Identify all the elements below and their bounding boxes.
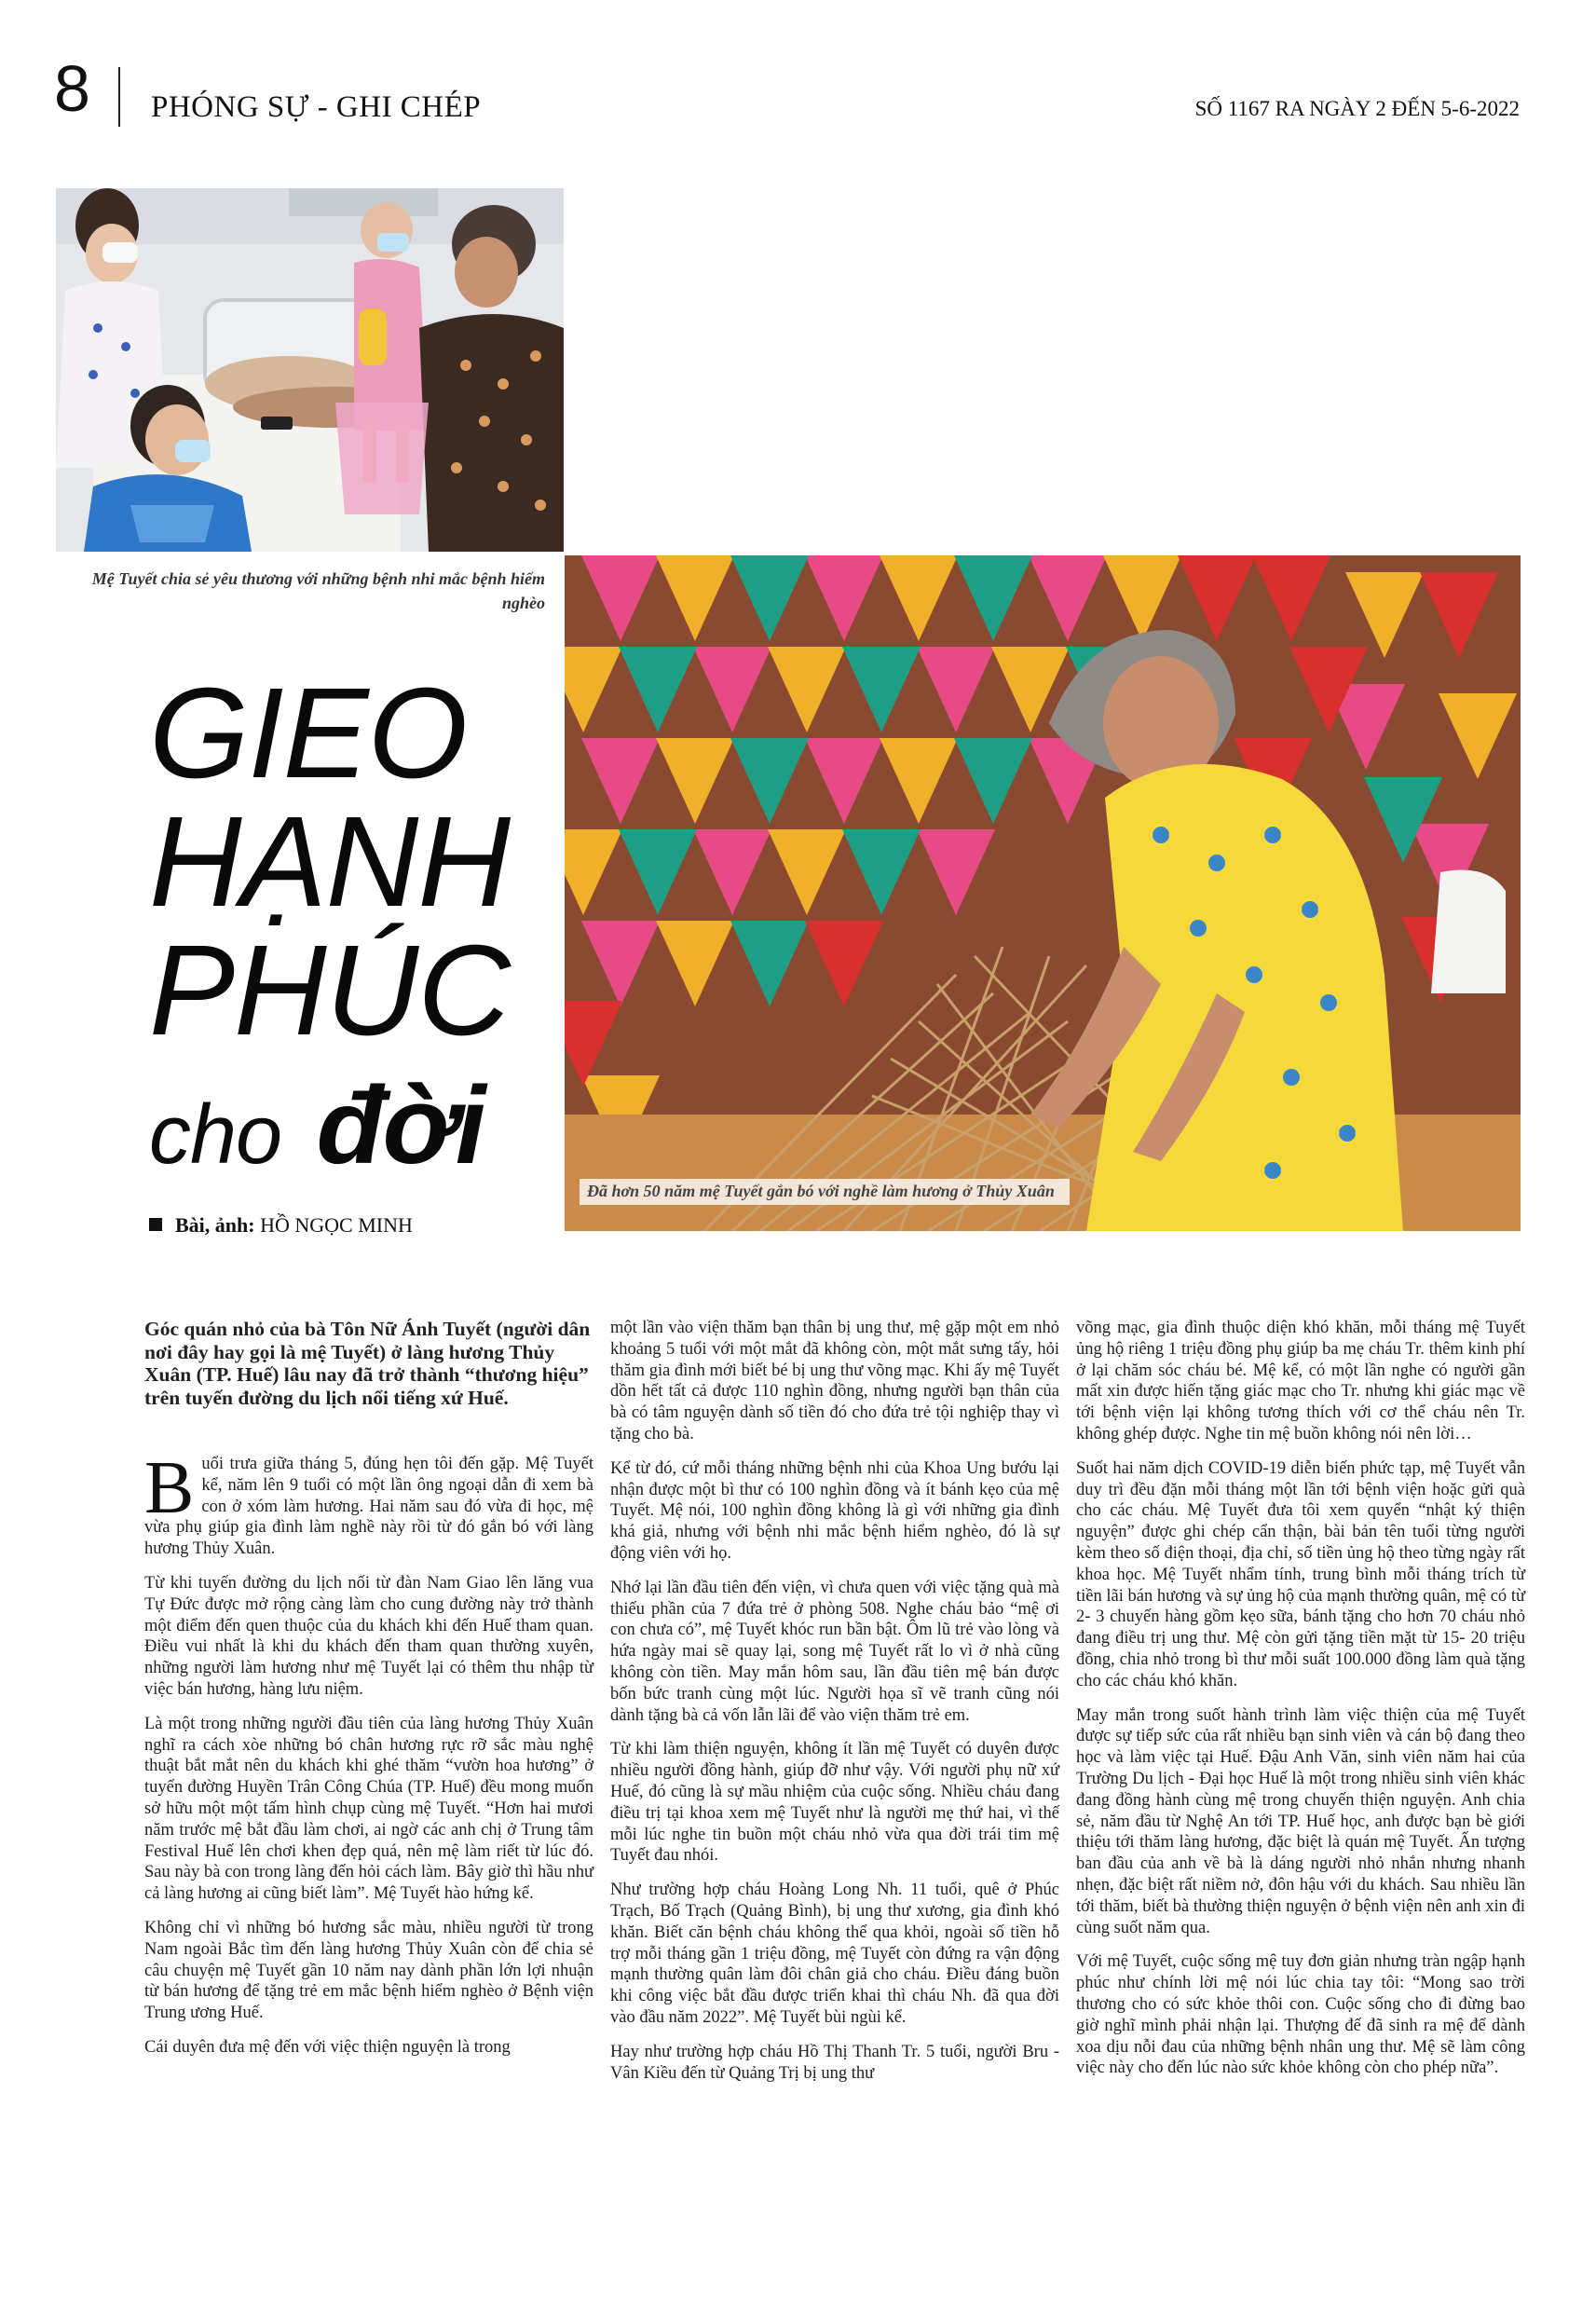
title-line-4 [149, 1055, 559, 1199]
paragraph: Hay như trường hợp cháu Hồ Thị Thanh Tr. 5 tuổi, người Bru -Vân Kiều đến từ Quảng Trị bị ung thư [610, 2042, 1059, 2083]
paragraph: Từ khi làm thiện nguyện, không ít lần mệ Tuyết có duyên được nhiều người đồng hành, giúp đỡ như vậy. Với người phụ nữ xứ Huế, đó cũng là sự mầu nhiệm của cuộc sống. Nhiều cháu đang điều trị tại khoa xem mệ Tuyết như là người mẹ thứ hai, vì thế mỗi lúc nghe tin buồn một cháu nhỏ vừa qua đời trái tim mệ Tuyết đau nhói. [610, 1740, 1059, 1866]
big-photo-caption: Đã hơn 50 năm mệ Tuyết gắn bó với nghề làm hương ở Thủy Xuân [580, 1179, 1070, 1205]
title-line-3: PHÚC [149, 919, 511, 1062]
title-line-2: HẠNH [149, 790, 511, 934]
hospital-photo [56, 188, 564, 552]
paragraph [144, 1447, 593, 1560]
drop-cap: B [144, 1447, 195, 1529]
article-lead: Góc quán nhỏ của bà Tôn Nữ Ánh Tuyết (người dân nơi đây hay gọi là mệ Tuyết) ở làng hương Thủy Xuân (TP. Huế) lâu nay đã trở thành “thương hiệu” trên tuyến đường du lịch nổi tiếng xứ Huế. [144, 1318, 591, 1409]
paragraph-text: uổi trưa giữa tháng 5, đúng hẹn tôi đến gặp. Mệ Tuyết kể, năm lên 9 tuổi có một lần ông ngoại dẫn đi xem bà con ở xóm làm hương. Hai năm sau đó vừa đi học, mệ vừa phụ giúp gia đình làm nghề này rồi từ đó gắn bó với làng hương Thủy Xuân. [144, 1455, 593, 1559]
paragraph: Cái duyên đưa mệ đến với việc thiện nguyện là trong [144, 2037, 511, 2057]
article-column-1 [144, 1318, 593, 2072]
incense-photo [565, 555, 1521, 1231]
paragraph: một lần vào viện thăm bạn thân bị ung thư, mệ gặp một em nhỏ khoảng 5 tuổi với một mắt đã không còn, một mắt sưng tấy, hỏi thăm gia đình mới biết bé bị ung thư võng mạc. Khi ấy mệ Tuyết dồn hết tất cả được 110 nghìn đồng, nhưng người bạn thân của bà có tâm nguyện dành số tiền đó cho đứa trẻ tội nghiệp thay vì tặng cho bà. [610, 1319, 1059, 1443]
paragraph: Từ khi tuyến đường du lịch nối từ đàn Nam Giao lên lăng vua Tự Đức được mở rộng càng làm cho cung đường này trở thành một điểm đến quen thuộc của du khách khi đến Huế tham quan. Điều vui nhất là khi du khách đến tham quan thường xuyên, những người làm hương như mệ Tuyết lại có thêm thu nhập từ việc bán hương, hàng lưu niệm. [144, 1573, 593, 1699]
article-column-3 [1076, 1318, 1525, 2092]
paragraph: Với mệ Tuyết, cuộc sống mệ tuy đơn giản nhưng tràn ngập hạnh phúc như chính lời mệ nói lúc chia tay tôi: “Mong sao trời thương cho có sức khỏe thôi con. Cuộc sống cho đi đừng bao giờ nghĩ mình phải nhận lại. Thượng đế đã sinh ra mệ để dành xoa dịu nỗi đau của những bệnh nhân ung thư. Mệ sẽ làm công việc này cho đến lúc nào sức khỏe không còn cho phép nữa”. [1076, 1952, 1525, 2078]
paragraph: Suốt hai năm dịch COVID-19 diễn biến phức tạp, mệ Tuyết vẫn duy trì đều đặn mỗi tháng một lần tới bệnh viện hoặc gửi quà cho các cháu. Mệ Tuyết đưa tôi xem quyển “nhật ký thiện nguyện” được ghi chép cẩn thận, bài bản tên tuổi từng người kèm theo số điện thoại, địa chỉ, số tiền ủng hộ theo từng ngày rất khoa học. Mệ Tuyết nhẩm tính, trung bình mỗi tháng trích từ tiền lãi bán hương và sự ủng hộ của mạnh thường quân, mệ có từ 2- 3 chuyến hàng gồm kẹo sữa, bánh tặng cho hơn 70 cháu nhỏ đang điều trị ung thư. Mệ còn gửi tặng tiền mặt từ 15- 20 triệu đồng, chia nhỏ trong bì thư mỗi suất 100.000 đồng làm quà tặng cho các cháu khó khăn. [1076, 1458, 1525, 1690]
header-divider [118, 67, 120, 127]
paragraph: Kể từ đó, cứ mỗi tháng những bệnh nhi của Khoa Ung bướu lại nhận được một bì thư có 100 nghìn đồng và ít bánh kẹo của mệ Tuyết. Mệ nói, 100 nghìn đồng không là gì với những gia đình khá giả, nhưng với bệnh nhi mắc bệnh hiểm nghèo, đó là sự động viên với họ. [610, 1458, 1059, 1563]
paragraph: Nhớ lại lần đầu tiên đến viện, vì chưa quen với việc tặng quà mà thiếu phần của 7 đứa trẻ ở phòng 508. Nghe cháu bảo “mệ ơi con chưa có”, mệ Tuyết khóc run bần bật. Ôm lũ trẻ vào lòng và hứa ngày mai sẽ quay lại, song mệ Tuyết rất lo vì ở nhà cũng không còn tiền. May mắn hôm sau, lần đầu tiên mệ bán được bốn bức tranh cùng một lúc. Người họa sĩ vẽ tranh cũng nói dành tặng bà cả vốn lẫn lãi để vào viện thăm trẻ em. [610, 1578, 1059, 1725]
paragraph: Như trường hợp cháu Hoàng Long Nh. 11 tuổi, quê ở Phúc Trạch, Bố Trạch (Quảng Bình), bị ung thư xương, gia đình khó khăn. Biết căn bệnh cháu không thể qua khỏi, ngoài số tiền hỗ trợ mỗi tháng gần 1 triệu đồng, mệ Tuyết còn đứng ra vận động mạnh thường quân làm đôi chân giả cho cháu. Điều đáng buồn khi công việc bắt đầu được triển khai thì cháu Nh. đã qua đời vào đầu năm 2022”. Mệ Tuyết bùi ngùi kể. [610, 1881, 1059, 2027]
paragraph: Là một trong những người đầu tiên của làng hương Thủy Xuân nghĩ ra cách xòe những bó chân hương rực rỡ sắc màu nghệ thuật bắt mắt nên du khách khi ghé thăm “vườn hoa hương” ở tuyến đường Huyền Trân Công Chúa (TP. Huế) đều mong muốn sở hữu một một tấm hình chụp cùng mệ Tuyết. “Hơn hai mươi năm trước mệ bắt đầu làm chơi, ai ngờ các anh chị ở Trung tâm Festival Huế lên chơi khen đẹp quá, nên mệ làm riết từ lúc đó. Sau này bà con trong làng đến hỏi cách làm. Bây giờ thì hầu như cả làng hương ai cũng biết làm”. Mệ Tuyết hào hứng kể. [144, 1714, 593, 1904]
byline-author: HỒ NGỌC MINH [260, 1213, 413, 1237]
byline-bullet [149, 1218, 162, 1231]
title-word-doi: đời [316, 1064, 485, 1187]
byline [149, 1213, 413, 1238]
paragraph: Không chỉ vì những bó hương sắc màu, nhiều người từ trong Nam ngoài Bắc tìm đến làng hương Thủy Xuân còn để chia sẻ câu chuyện mệ Tuyết gần 10 năm nay dành phần lớn lợi nhuận từ bán hương để tặng trẻ em mắc bệnh hiểm nghèo ở Bệnh viện Trung ương Huế. [144, 1918, 593, 2023]
title-line-1: GIEO [149, 662, 468, 805]
page-number: 8 [54, 52, 90, 125]
small-photo-caption: Mệ Tuyết chia sẻ yêu thương với những bệnh nhi mắc bệnh hiểm nghèo [91, 569, 545, 612]
issue-info: SỐ 1167 RA NGÀY 2 ĐẾN 5-6-2022 [1194, 97, 1520, 120]
title-word-cho: cho [149, 1088, 282, 1182]
paragraph: võng mạc, gia đình thuộc diện khó khăn, mỗi tháng mệ Tuyết ủng hộ riêng 1 triệu đồng phụ giúp ba mẹ cháu Tr. thêm kinh phí ở lại chăm sóc cháu bé. Mệ kể, có một lần nghe có người gần mất xin được hiến tặng giác mạc cho Tr. nhưng khi giác mạc về tới bệnh viện lại không tương thích với cơ thể cháu nên Tr. không ghép được. Nghe tin mệ buồn không nói nên lời… [1076, 1319, 1525, 1443]
article-title [149, 662, 559, 1199]
byline-label: Bài, ảnh: [175, 1213, 255, 1237]
section-title: PHÓNG SỰ - GHI CHÉP [151, 90, 482, 124]
article-column-2 [610, 1318, 1059, 2097]
paragraph: May mắn trong suốt hành trình làm việc thiện của mệ Tuyết được sự tiếp sức của rất nhiều bạn sinh viên và cán bộ đang theo học và làm việc tại Huế. Đậu Anh Văn, sinh viên năm hai của Trường Du lịch - Đại học Huế là một trong nhiều sinh viên khác đang đồng hành cùng mệ trong chuyến thiện nguyện. Anh chia sẻ, năm đầu từ Nghệ An tới TP. Huế học, anh được bạn bè giới thiệu tới thăm làng hương, đặc biệt là quán mệ Tuyết. Ấn tượng ban đầu của anh về bà là dáng người nhỏ nhắn nhưng nhanh nhẹn, đặc biệt rất niềm nở, đôn hậu với du khách. Sau nhiều lần tới thăm, biết bà thường thiện nguyện ở bệnh viện nên anh xin đi cùng suốt năm qua. [1076, 1705, 1525, 1937]
